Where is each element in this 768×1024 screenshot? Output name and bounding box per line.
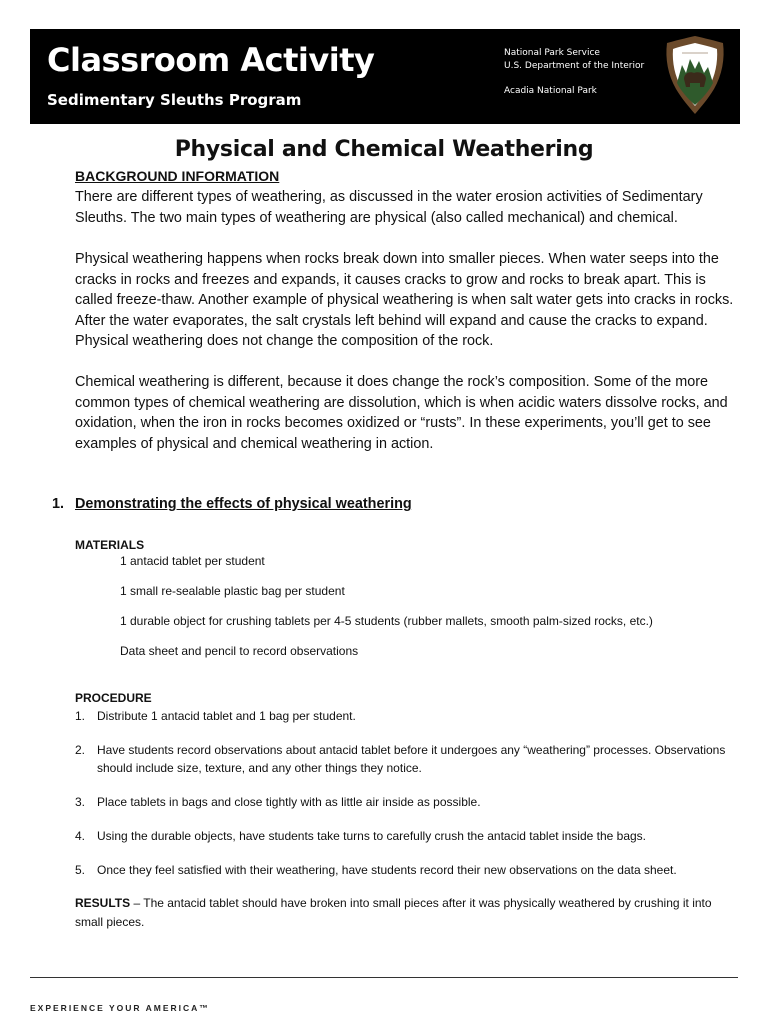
step-text: Distribute 1 antacid tablet and 1 bag per student.	[97, 709, 356, 723]
results-paragraph	[75, 894, 735, 932]
header-banner	[30, 29, 740, 124]
step-text: Once they feel satisfied with their weathering, have students record their new observations on the data sheet.	[97, 863, 677, 877]
step-number: 3.	[75, 795, 86, 809]
materials-item: Data sheet and pencil to record observations	[120, 644, 359, 658]
background-paragraph-2: Physical weathering happens when rocks break down into smaller pieces. When water seeps into the cracks in rocks and freezes and expands, it causes cracks to grow and rocks to break apart. This is called freeze-thaw. Another example of physical weathering is when salt water gets into cracks in rocks. After the water evaporates, the salt crystals left behind will expand and cause the cracks to expand. Physical weathering does not change the composition of the rock.	[75, 251, 734, 349]
step-number: 1.	[75, 709, 86, 723]
procedure-step	[75, 827, 735, 845]
header-title: Classroom Activity	[47, 41, 375, 79]
procedure-step	[75, 793, 735, 811]
materials-item: 1 antacid tablet per student	[120, 554, 265, 568]
document-title: Physical and Chemical Weathering	[174, 137, 594, 162]
background-heading: BACKGROUND INFORMATION	[75, 168, 280, 184]
footer-tagline: EXPERIENCE YOUR AMERICA™	[30, 1003, 210, 1013]
step-number: 2.	[75, 743, 86, 757]
step-number: 5.	[75, 863, 86, 877]
background-paragraph-1: There are different types of weathering, as discussed in the water erosion activities of Sedimentary Sleuths. The two main types of weathering are physical (also called mechanical) and chemical.	[75, 189, 703, 226]
agency-line-1: National Park Service	[504, 48, 600, 58]
procedure-step	[75, 707, 735, 725]
materials-item: 1 durable object for crushing tablets per 4-5 students (rubber mallets, smooth palm-sized rocks, etc.)	[120, 614, 653, 628]
nps-arrowhead-icon	[664, 35, 726, 115]
results-label: RESULTS	[75, 896, 131, 910]
background-paragraph-3: Chemical weathering is different, because it does change the rock’s composition. Some of the more common types of chemical weathering are dissolution, which is when acidic waters dissolve rocks, and oxidation, when the iron in rocks becomes oxidized or “rusts”. In these experiments, you’ll get to see examples of physical and chemical weathering in action.	[75, 374, 728, 452]
procedure-label: PROCEDURE	[75, 691, 152, 705]
footer-divider	[30, 977, 738, 978]
section-1-number: 1.	[52, 496, 65, 512]
step-text: Using the durable objects, have students take turns to carefully crush the antacid tablet inside the bags.	[97, 829, 646, 843]
materials-item: 1 small re-sealable plastic bag per student	[120, 584, 345, 598]
agency-block	[504, 47, 644, 73]
section-1-heading	[52, 496, 412, 512]
header-subtitle: Sedimentary Sleuths Program	[47, 91, 302, 109]
section-1-title: Demonstrating the effects of physical weathering	[75, 496, 412, 512]
park-name: Acadia National Park	[504, 86, 597, 96]
procedure-step	[75, 861, 735, 879]
step-number: 4.	[75, 829, 86, 843]
results-text: – The antacid tablet should have broken into small pieces after it was physically weathered by crushing it into small pieces.	[75, 896, 712, 929]
procedure-step	[75, 741, 735, 777]
agency-line-2: U.S. Department of the Interior	[504, 61, 645, 71]
materials-label: MATERIALS	[75, 538, 145, 552]
step-text: Place tablets in bags and close tightly with as little air inside as possible.	[97, 795, 481, 809]
step-text: Have students record observations about antacid tablet before it undergoes any “weathering” processes. Observations should include size, texture, and any other things they notice.	[97, 743, 726, 775]
